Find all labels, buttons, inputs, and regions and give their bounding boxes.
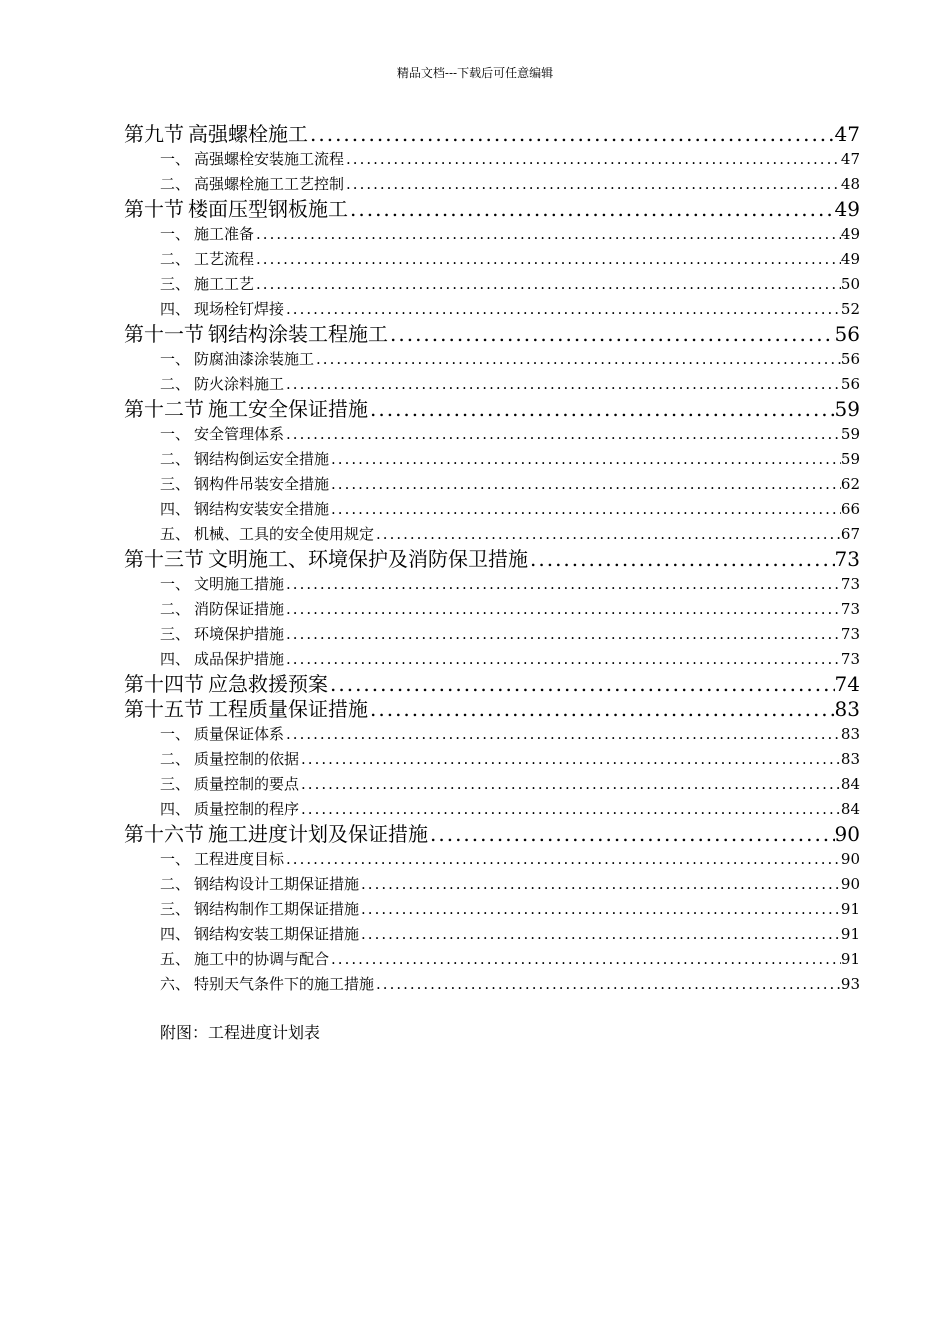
toc-entry-number: 一、 xyxy=(160,150,191,168)
toc-subsection-entry[interactable] xyxy=(124,747,860,772)
toc-dot-leader xyxy=(374,522,841,547)
toc-entry-title: 钢结构制作工期保证措施 xyxy=(194,900,360,918)
toc-entry-number: 一、 xyxy=(160,575,191,593)
toc-dot-leader xyxy=(254,222,841,247)
toc-entry-title: 文明施工、环境保护及消防保卫措施 xyxy=(208,547,528,571)
toc-entry-title: 施工进度计划及保证措施 xyxy=(208,822,428,846)
toc-entry-number: 四、 xyxy=(160,800,191,818)
toc-dot-leader xyxy=(428,822,835,847)
toc-dot-leader xyxy=(368,697,835,722)
toc-subsection-entry[interactable] xyxy=(124,872,860,897)
toc-dot-leader xyxy=(284,622,841,647)
toc-dot-leader xyxy=(388,322,835,347)
toc-entry-title: 钢结构安装安全措施 xyxy=(194,500,330,518)
toc-dot-leader xyxy=(284,847,841,872)
toc-dot-leader xyxy=(368,397,835,422)
toc-section-entry[interactable] xyxy=(124,397,860,422)
toc-entry-number: 三、 xyxy=(160,625,191,643)
toc-subsection-entry[interactable] xyxy=(124,797,860,822)
toc-entry-number: 一、 xyxy=(160,850,191,868)
toc-subsection-entry[interactable] xyxy=(124,897,860,922)
toc-page-number: 73 xyxy=(834,547,860,571)
toc-entry-number: 一、 xyxy=(160,225,191,243)
toc-page-number: 84 xyxy=(840,775,860,793)
toc-entry-number: 五、 xyxy=(160,950,191,968)
toc-subsection-entry[interactable] xyxy=(124,247,860,272)
toc-entry-number: 一、 xyxy=(160,350,191,368)
toc-entry-number: 二、 xyxy=(160,875,191,893)
toc-entry-title: 质量保证体系 xyxy=(194,725,285,743)
toc-entry-number: 五、 xyxy=(160,525,191,543)
toc-dot-leader xyxy=(329,472,841,497)
toc-entry-number: 第十节 xyxy=(124,197,184,221)
toc-entry-title: 文明施工措施 xyxy=(194,575,285,593)
toc-entry-title: 环境保护措施 xyxy=(194,625,285,643)
toc-page-number: 83 xyxy=(840,725,860,743)
toc-entry-title: 高强螺栓施工 xyxy=(188,122,308,146)
toc-entry-title: 应急救援预案 xyxy=(208,672,328,696)
toc-entry-title: 钢结构倒运安全措施 xyxy=(194,450,330,468)
toc-entry-number: 三、 xyxy=(160,475,191,493)
toc-subsection-entry[interactable] xyxy=(124,172,860,197)
toc-entry-number: 第十二节 xyxy=(124,397,204,421)
toc-dot-leader xyxy=(254,247,841,272)
toc-entry-title: 防腐油漆涂装施工 xyxy=(194,350,315,368)
toc-page-number: 84 xyxy=(840,800,860,818)
toc-page-number: 50 xyxy=(840,275,860,293)
toc-section-entry[interactable] xyxy=(124,197,860,222)
toc-page-number: 56 xyxy=(834,322,860,346)
toc-entry-number: 二、 xyxy=(160,250,191,268)
toc-dot-leader xyxy=(284,722,841,747)
toc-subsection-entry[interactable] xyxy=(124,622,860,647)
toc-entry-number: 第十一节 xyxy=(124,322,204,346)
toc-entry-title: 钢结构设计工期保证措施 xyxy=(194,875,360,893)
toc-entry-number: 二、 xyxy=(160,375,191,393)
toc-page-number: 47 xyxy=(834,122,860,146)
toc-page-number: 56 xyxy=(840,350,860,368)
toc-dot-leader xyxy=(328,672,835,697)
toc-page-number: 73 xyxy=(840,625,860,643)
toc-entry-number: 一、 xyxy=(160,425,191,443)
toc-entry-title: 钢结构涂装工程施工 xyxy=(208,322,388,346)
toc-dot-leader xyxy=(348,197,835,222)
toc-entry-number: 二、 xyxy=(160,750,191,768)
toc-subsection-entry[interactable] xyxy=(124,347,860,372)
toc-entry-number: 第九节 xyxy=(124,122,184,146)
toc-subsection-entry[interactable] xyxy=(124,722,860,747)
toc-subsection-entry[interactable] xyxy=(124,522,860,547)
toc-section-entry[interactable] xyxy=(124,322,860,347)
toc-dot-leader xyxy=(284,372,841,397)
toc-entry-title: 施工工艺 xyxy=(194,275,255,293)
toc-subsection-entry[interactable] xyxy=(124,647,860,672)
toc-entry-number: 二、 xyxy=(160,450,191,468)
toc-dot-leader xyxy=(284,572,841,597)
toc-entry-title: 质量控制的程序 xyxy=(194,800,300,818)
toc-subsection-entry[interactable] xyxy=(124,497,860,522)
toc-entry-number: 一、 xyxy=(160,725,191,743)
toc-page-number: 59 xyxy=(840,425,860,443)
toc-entry-number: 第十五节 xyxy=(124,697,204,721)
toc-page-number: 49 xyxy=(834,197,860,221)
toc-entry-number: 三、 xyxy=(160,775,191,793)
toc-dot-leader xyxy=(359,872,841,897)
toc-entry-number: 四、 xyxy=(160,650,191,668)
toc-page-number: 48 xyxy=(840,175,860,193)
toc-dot-leader xyxy=(299,772,841,797)
toc-entry-title: 施工安全保证措施 xyxy=(208,397,368,421)
toc-subsection-entry[interactable] xyxy=(124,447,860,472)
toc-entry-title: 钢构件吊装安全措施 xyxy=(194,475,330,493)
appendix-note: 附图：工程进度计划表 xyxy=(160,1023,321,1042)
toc-subsection-entry[interactable] xyxy=(124,222,860,247)
toc-subsection-entry[interactable] xyxy=(124,922,860,947)
toc-page-number: 73 xyxy=(840,575,860,593)
toc-entry-number: 四、 xyxy=(160,300,191,318)
toc-page-number: 62 xyxy=(840,475,860,493)
toc-page-number: 83 xyxy=(834,697,860,721)
toc-page-number: 49 xyxy=(840,250,860,268)
toc-page-number: 90 xyxy=(840,850,860,868)
toc-dot-leader xyxy=(344,147,841,172)
toc-entry-title: 质量控制的依据 xyxy=(194,750,300,768)
toc-section-entry[interactable] xyxy=(124,547,860,572)
toc-page-number: 59 xyxy=(834,397,860,421)
toc-page-number: 59 xyxy=(840,450,860,468)
toc-entry-title: 钢结构安装工期保证措施 xyxy=(194,925,360,943)
toc-subsection-entry[interactable] xyxy=(124,572,860,597)
toc-section-entry[interactable] xyxy=(124,672,860,697)
toc-page-number: 91 xyxy=(840,900,860,918)
toc-dot-leader xyxy=(284,647,841,672)
toc-entry-number: 二、 xyxy=(160,600,191,618)
toc-entry-title: 楼面压型钢板施工 xyxy=(188,197,348,221)
toc-dot-leader xyxy=(329,497,841,522)
toc-dot-leader xyxy=(359,922,841,947)
toc-page-number: 91 xyxy=(840,950,860,968)
toc-entry-title: 高强螺栓施工工艺控制 xyxy=(194,175,345,193)
toc-entry-title: 工程进度目标 xyxy=(194,850,285,868)
toc-subsection-entry[interactable] xyxy=(124,972,860,997)
toc-entry-title: 施工中的协调与配合 xyxy=(194,950,330,968)
toc-subsection-entry[interactable] xyxy=(124,372,860,397)
toc-subsection-entry[interactable] xyxy=(124,772,860,797)
toc-dot-leader xyxy=(374,972,841,997)
toc-dot-leader xyxy=(528,547,835,572)
toc-entry-number: 第十四节 xyxy=(124,672,204,696)
toc-entry-title: 特别天气条件下的施工措施 xyxy=(194,975,375,993)
toc-page-number: 90 xyxy=(834,822,860,846)
toc-subsection-entry[interactable] xyxy=(124,147,860,172)
toc-dot-leader xyxy=(299,797,841,822)
toc-section-entry[interactable] xyxy=(124,697,860,722)
toc-entry-title: 工程质量保证措施 xyxy=(208,697,368,721)
toc-dot-leader xyxy=(284,422,841,447)
toc-dot-leader xyxy=(314,347,841,372)
toc-page-number: 52 xyxy=(840,300,860,318)
toc-entry-title: 成品保护措施 xyxy=(194,650,285,668)
toc-subsection-entry[interactable] xyxy=(124,422,860,447)
toc-entry-title: 消防保证措施 xyxy=(194,600,285,618)
toc-dot-leader xyxy=(284,597,841,622)
toc-page-number: 56 xyxy=(840,375,860,393)
toc-subsection-entry[interactable] xyxy=(124,847,860,872)
toc-dot-leader xyxy=(359,897,841,922)
toc-entry-number: 三、 xyxy=(160,900,191,918)
toc-dot-leader xyxy=(284,297,841,322)
toc-subsection-entry[interactable] xyxy=(124,272,860,297)
toc-page-number: 73 xyxy=(840,650,860,668)
toc-entry-number: 第十三节 xyxy=(124,547,204,571)
toc-page-number: 90 xyxy=(840,875,860,893)
toc-entry-title: 防火涂料施工 xyxy=(194,375,285,393)
toc-subsection-entry[interactable] xyxy=(124,597,860,622)
toc-page-number: 67 xyxy=(840,525,860,543)
toc-page-number: 49 xyxy=(840,225,860,243)
toc-dot-leader xyxy=(344,172,841,197)
toc-entry-title: 高强螺栓安装施工流程 xyxy=(194,150,345,168)
toc-page-number: 66 xyxy=(840,500,860,518)
toc-entry-title: 现场栓钉焊接 xyxy=(194,300,285,318)
toc-section-entry[interactable] xyxy=(124,122,860,147)
toc-entry-number: 第十六节 xyxy=(124,822,204,846)
toc-entry-title: 质量控制的要点 xyxy=(194,775,300,793)
toc-entry-title: 工艺流程 xyxy=(194,250,255,268)
toc-entry-title: 施工准备 xyxy=(194,225,255,243)
toc-entry-number: 四、 xyxy=(160,500,191,518)
toc-dot-leader xyxy=(329,947,841,972)
toc-dot-leader xyxy=(254,272,841,297)
toc-page-number: 47 xyxy=(840,150,860,168)
toc-page-number: 83 xyxy=(840,750,860,768)
toc-subsection-entry[interactable] xyxy=(124,297,860,322)
toc-entry-number: 四、 xyxy=(160,925,191,943)
toc-entry-number: 三、 xyxy=(160,275,191,293)
toc-page-number: 91 xyxy=(840,925,860,943)
table-of-contents xyxy=(124,122,860,997)
toc-subsection-entry[interactable] xyxy=(124,947,860,972)
toc-dot-leader xyxy=(308,122,835,147)
toc-page-number: 93 xyxy=(840,975,860,993)
toc-dot-leader xyxy=(299,747,841,772)
toc-entry-title: 安全管理体系 xyxy=(194,425,285,443)
toc-subsection-entry[interactable] xyxy=(124,472,860,497)
toc-entry-title: 机械、工具的安全使用规定 xyxy=(194,525,375,543)
toc-entry-number: 六、 xyxy=(160,975,191,993)
toc-entry-number: 二、 xyxy=(160,175,191,193)
page-header: 精品文档---下载后可任意编辑 xyxy=(396,66,554,80)
toc-section-entry[interactable] xyxy=(124,822,860,847)
toc-page-number: 73 xyxy=(840,600,860,618)
toc-dot-leader xyxy=(329,447,841,472)
toc-page-number: 74 xyxy=(834,672,860,696)
